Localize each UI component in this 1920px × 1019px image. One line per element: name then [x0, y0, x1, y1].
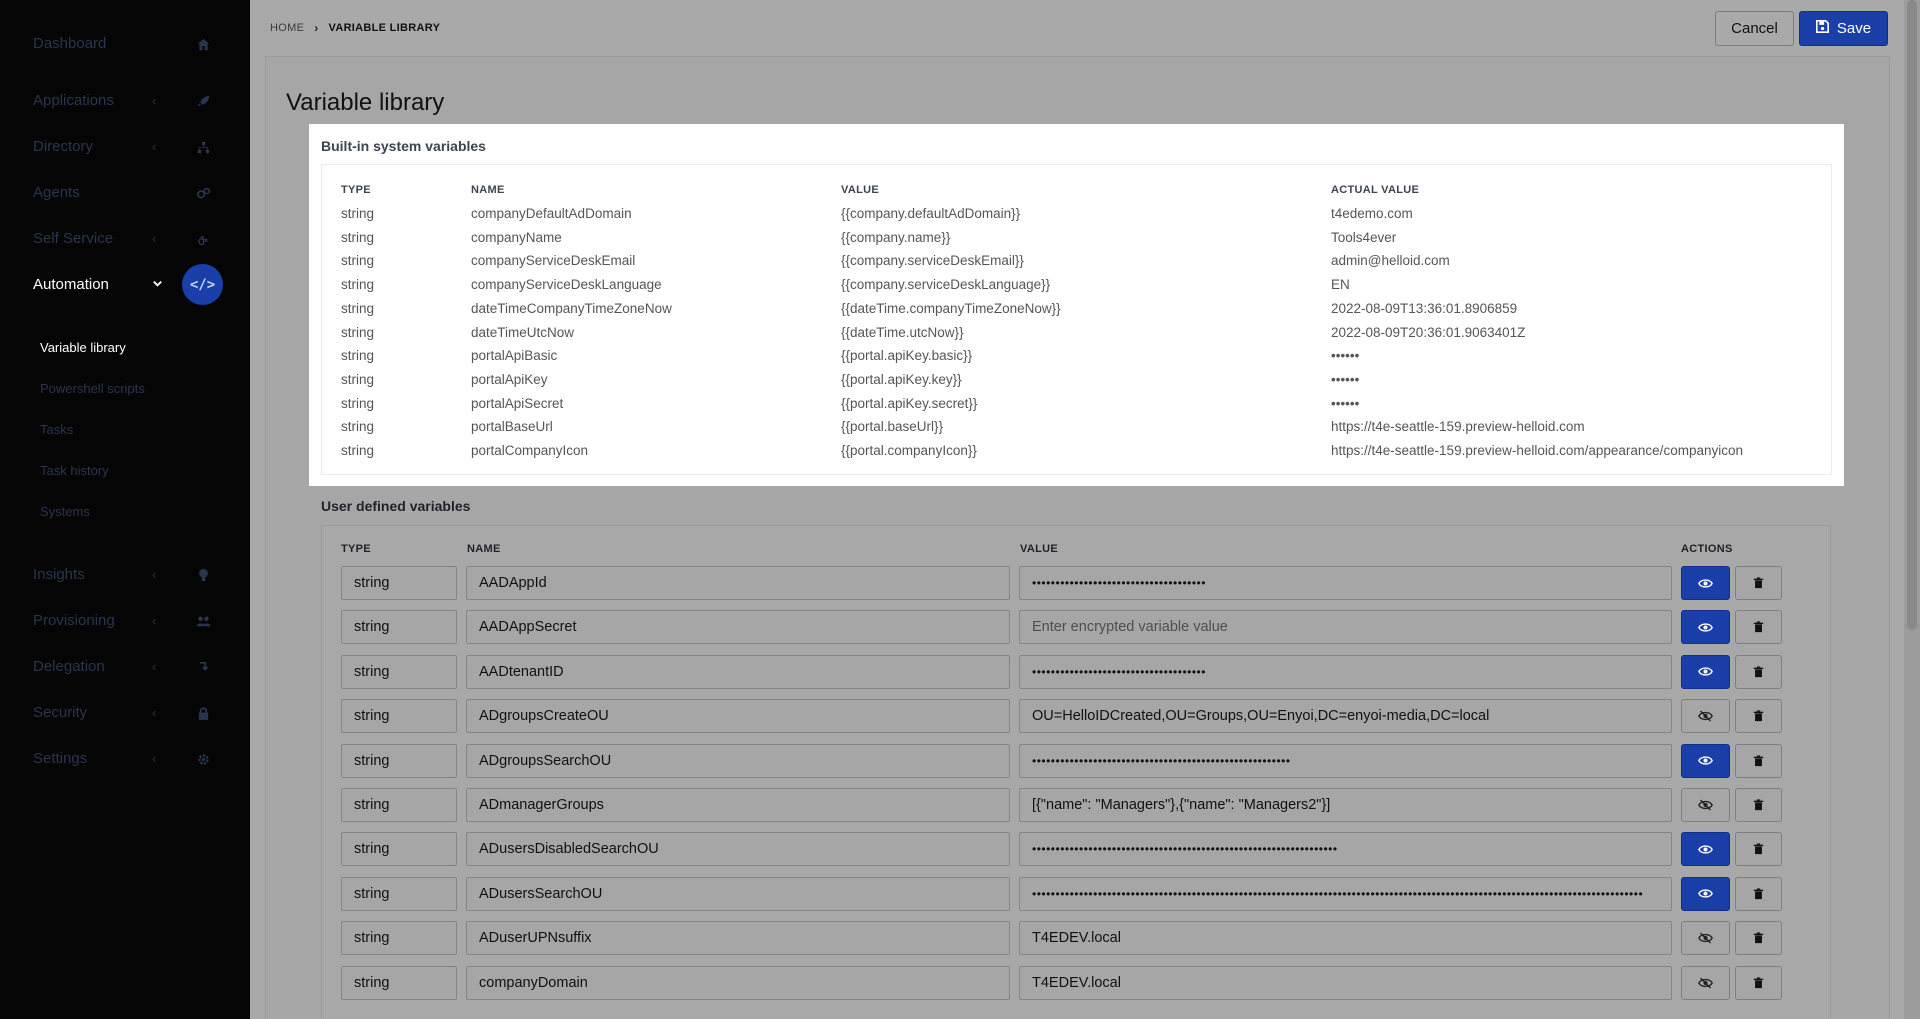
variable-value-input[interactable]: ••••••••••••••••••••••••••••••••••••••••••••••••••••••••••••••••••••••••••••••••••••••••••••••••••••••••••••••••••••••••••••••••••: [1019, 877, 1672, 911]
trash-icon[interactable]: [1735, 566, 1782, 600]
cell-name: dateTimeCompanyTimeZoneNow: [471, 300, 672, 316]
cell-name: dateTimeUtcNow: [471, 324, 575, 340]
variable-name-input[interactable]: ADuserUPNsuffix: [466, 921, 1010, 955]
code-icon: </>: [182, 264, 223, 305]
cancel-button[interactable]: Cancel: [1715, 11, 1794, 46]
scrollbar-thumb[interactable]: [1907, 0, 1917, 630]
eye-icon[interactable]: [1681, 655, 1730, 689]
cell-name: companyDefaultAdDomain: [471, 206, 632, 221]
column-header-actions: ACTIONS: [1681, 543, 1733, 555]
sidebar-item-directory[interactable]: [0, 125, 250, 171]
chevron-left-icon: ‹: [152, 705, 157, 720]
sidebar-item-label: Dashboard: [33, 35, 107, 52]
cell-value: {{company.serviceDeskEmail}}: [841, 253, 1024, 269]
sidebar-item-self-service[interactable]: [0, 217, 250, 263]
home-icon: [194, 35, 212, 53]
variable-name-input[interactable]: ADmanagerGroups: [466, 788, 1010, 822]
column-header-name: NAME: [471, 184, 505, 196]
cell-actual-value: ••••••: [1331, 395, 1360, 411]
sidebar-item-label: Delegation: [33, 658, 105, 675]
hand-icon: [194, 230, 212, 248]
save-button-label: Save: [1836, 20, 1872, 37]
trash-icon[interactable]: [1735, 832, 1782, 866]
type-select[interactable]: string: [341, 699, 457, 733]
variable-value-input[interactable]: [{"name": "Managers"},{"name": "Managers2"}]: [1019, 788, 1672, 822]
cell-type: string: [341, 395, 375, 411]
chevron-right-icon: ›: [314, 21, 319, 35]
chevron-left-icon: ‹: [152, 567, 157, 582]
cell-value: {{portal.apiKey.secret}}: [841, 395, 978, 411]
type-select[interactable]: string: [341, 744, 457, 778]
cell-type: string: [341, 324, 375, 340]
column-header-name: NAME: [467, 543, 501, 555]
cell-actual-value: t4edemo.com: [1331, 206, 1413, 221]
cell-type: string: [341, 371, 375, 387]
variable-value-input[interactable]: •••••••••••••••••••••••••••••••••••••: [1019, 655, 1672, 689]
sidebar-item-label: Insights: [33, 566, 85, 583]
variable-value-input[interactable]: OU=HelloIDCreated,OU=Groups,OU=Enyoi,DC=enyoi-media,DC=local: [1019, 699, 1672, 733]
cell-actual-value: admin@helloid.com: [1331, 253, 1450, 269]
gear-icon: [194, 750, 212, 768]
eye-icon[interactable]: [1681, 877, 1730, 911]
sidebar-item-delegation[interactable]: [0, 645, 250, 691]
chevron-left-icon: ‹: [152, 231, 157, 246]
cell-name: portalApiSecret: [471, 395, 564, 411]
column-header-type: TYPE: [341, 543, 371, 555]
sidebar-item-label: Directory: [33, 138, 94, 155]
variable-name-input[interactable]: AADAppId: [466, 566, 1010, 600]
cell-value: {{portal.baseUrl}}: [841, 419, 944, 435]
trash-icon[interactable]: [1735, 921, 1782, 955]
chevron-down-icon: [152, 277, 164, 293]
sidebar-item-label: Self Service: [33, 230, 114, 247]
type-select[interactable]: string: [341, 877, 457, 911]
variable-value-input[interactable]: T4EDEV.local: [1019, 921, 1672, 955]
column-header-type: TYPE: [341, 184, 371, 196]
variable-name-input[interactable]: ADgroupsSearchOU: [466, 744, 1010, 778]
topbar: [250, 0, 1920, 56]
cell-name: companyServiceDeskLanguage: [471, 277, 662, 293]
trash-icon[interactable]: [1735, 966, 1782, 1000]
cell-type: string: [341, 348, 375, 364]
cell-actual-value: 2022-08-09T20:36:01.9063401Z: [1331, 324, 1526, 340]
builtin-variables-card: [309, 124, 1844, 486]
eye-icon[interactable]: [1681, 610, 1730, 644]
cell-value: {{company.name}}: [841, 229, 951, 245]
variable-value-input[interactable]: Enter encrypted variable value: [1019, 610, 1672, 644]
type-select[interactable]: string: [341, 566, 457, 600]
cell-actual-value: ••••••: [1331, 371, 1360, 387]
sidebar-item-applications[interactable]: [0, 79, 250, 125]
cell-value: {{dateTime.utcNow}}: [841, 324, 964, 340]
breadcrumb: [270, 21, 440, 35]
eye-icon[interactable]: [1681, 744, 1730, 778]
chevron-left-icon: ‹: [152, 659, 157, 674]
cell-type: string: [341, 253, 375, 269]
column-header-value: VALUE: [841, 184, 879, 196]
eye-slash-icon[interactable]: [1681, 921, 1730, 955]
variable-value-input[interactable]: T4EDEV.local: [1019, 966, 1672, 1000]
sidebar-item-label: Applications: [33, 92, 114, 109]
cell-value: {{company.defaultAdDomain}}: [841, 206, 1021, 221]
variable-name-input[interactable]: AADtenantID: [466, 655, 1010, 689]
trash-icon[interactable]: [1735, 699, 1782, 733]
breadcrumb-current: VARIABLE LIBRARY: [328, 22, 441, 34]
sidebar-subitem-tasks[interactable]: Tasks: [40, 422, 74, 437]
sidebar-item-automation[interactable]: [0, 263, 250, 309]
cell-value: {{company.serviceDeskLanguage}}: [841, 277, 1051, 293]
cogs-icon: [194, 184, 212, 202]
cell-name: portalCompanyIcon: [471, 443, 589, 458]
lightbulb-icon: [194, 566, 212, 584]
variable-value-input[interactable]: •••••••••••••••••••••••••••••••••••••••••••••••••••••••: [1019, 744, 1672, 778]
eye-slash-icon[interactable]: [1681, 788, 1730, 822]
type-select[interactable]: string: [341, 788, 457, 822]
sidebar-item-label: Agents: [33, 184, 80, 201]
sidebar-subitem-task-history[interactable]: Task history: [40, 463, 109, 478]
type-select[interactable]: string: [341, 966, 457, 1000]
cell-value: {{dateTime.companyTimeZoneNow}}: [841, 300, 1061, 316]
type-select[interactable]: string: [341, 832, 457, 866]
sidebar-subitem-systems[interactable]: Systems: [40, 504, 90, 519]
trash-icon[interactable]: [1735, 877, 1782, 911]
cell-value: {{portal.apiKey.basic}}: [841, 348, 973, 364]
rocket-icon: [194, 92, 212, 110]
builtin-variables-title: Built-in system variables: [321, 138, 486, 154]
type-select[interactable]: string: [341, 610, 457, 644]
sidebar: [0, 0, 250, 1019]
users-icon: [194, 612, 212, 630]
cell-type: string: [341, 229, 375, 245]
variable-value-input[interactable]: •••••••••••••••••••••••••••••••••••••••••••••••••••••••••••••••••: [1019, 832, 1672, 866]
variable-name-input[interactable]: ADusersDisabledSearchOU: [466, 832, 1010, 866]
eye-icon[interactable]: [1681, 832, 1730, 866]
eye-icon[interactable]: [1681, 566, 1730, 600]
sidebar-item-label: Security: [33, 704, 88, 721]
chevron-left-icon: ‹: [152, 139, 157, 154]
share-icon: [194, 658, 212, 676]
sidebar-subitem-powershell-scripts[interactable]: Powershell scripts: [40, 381, 145, 396]
sidebar-item-agents[interactable]: [0, 171, 250, 217]
chevron-left-icon: ‹: [152, 613, 157, 628]
trash-icon[interactable]: [1735, 744, 1782, 778]
variable-name-input[interactable]: AADAppSecret: [466, 610, 1010, 644]
variable-name-input[interactable]: companyDomain: [466, 966, 1010, 1000]
cell-actual-value: https://t4e-seattle-159.preview-helloid.com: [1331, 419, 1585, 435]
cell-actual-value: https://t4e-seattle-159.preview-helloid.com/appearance/companyicon: [1331, 443, 1743, 458]
type-select[interactable]: string: [341, 921, 457, 955]
sidebar-item-provisioning[interactable]: [0, 599, 250, 645]
builtin-variables-table: [321, 164, 1832, 475]
cell-type: string: [341, 300, 375, 316]
cell-type: string: [341, 419, 375, 435]
cell-name: portalBaseUrl: [471, 419, 553, 435]
column-header-value: VALUE: [1020, 543, 1058, 555]
cell-name: portalApiKey: [471, 371, 548, 387]
sidebar-item-label: Settings: [33, 750, 88, 767]
trash-icon[interactable]: [1735, 655, 1782, 689]
cell-value: {{portal.companyIcon}}: [841, 443, 977, 458]
page-scrollbar[interactable]: [1904, 0, 1920, 1019]
page-title: Variable library: [286, 89, 445, 116]
trash-icon[interactable]: [1735, 610, 1782, 644]
chevron-left-icon: ‹: [152, 751, 157, 766]
sitemap-icon: [194, 138, 212, 156]
variable-name-input[interactable]: ADgroupsCreateOU: [466, 699, 1010, 733]
cell-actual-value: EN: [1331, 277, 1350, 293]
sidebar-subitem-variable-library[interactable]: Variable library: [40, 340, 126, 355]
chevron-left-icon: ‹: [152, 93, 157, 108]
cell-name: companyName: [471, 229, 562, 245]
sidebar-item-settings[interactable]: [0, 737, 250, 783]
breadcrumb-home[interactable]: HOME: [270, 22, 305, 34]
sidebar-item-dashboard[interactable]: [0, 22, 250, 68]
column-header-actual-value: ACTUAL VALUE: [1331, 184, 1420, 196]
floppy-disk-icon: [1816, 20, 1829, 37]
sidebar-item-security[interactable]: [0, 691, 250, 737]
cell-actual-value: 2022-08-09T13:36:01.8906859: [1331, 300, 1518, 316]
cell-type: string: [341, 277, 375, 293]
cell-value: {{portal.apiKey.key}}: [841, 371, 962, 387]
trash-icon[interactable]: [1735, 788, 1782, 822]
lock-icon: [194, 704, 212, 722]
eye-slash-icon[interactable]: [1681, 699, 1730, 733]
sidebar-item-label: Provisioning: [33, 612, 115, 629]
variable-value-input[interactable]: •••••••••••••••••••••••••••••••••••••: [1019, 566, 1672, 600]
cell-type: string: [341, 443, 375, 458]
sidebar-item-insights[interactable]: [0, 553, 250, 599]
variable-name-input[interactable]: ADusersSearchOU: [466, 877, 1010, 911]
sidebar-item-label: Automation: [33, 276, 109, 293]
eye-slash-icon[interactable]: [1681, 966, 1730, 1000]
cell-type: string: [341, 206, 375, 221]
save-button[interactable]: [1799, 11, 1888, 46]
cell-name: companyServiceDeskEmail: [471, 253, 636, 269]
cell-actual-value: Tools4ever: [1331, 229, 1397, 245]
cell-name: portalApiBasic: [471, 348, 558, 364]
type-select[interactable]: string: [341, 655, 457, 689]
user-defined-variables-title: User defined variables: [321, 498, 471, 514]
cell-actual-value: ••••••: [1331, 348, 1360, 364]
